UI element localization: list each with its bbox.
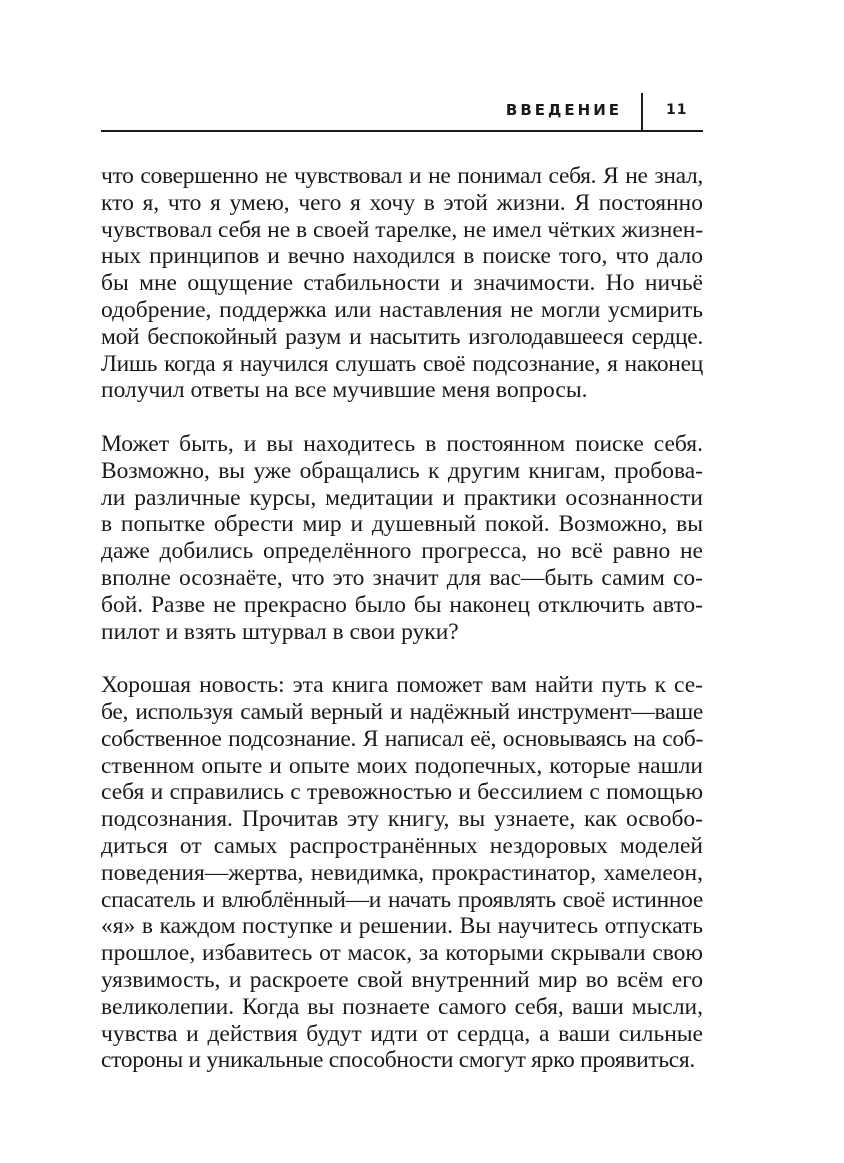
text-line: что совершенно не чувствовал и не понимал себя. Я не знал, — [101, 163, 703, 189]
text-line: уязвимость, и раскроете свой внутренний мир во всём его — [101, 966, 703, 993]
paragraph — [101, 431, 703, 645]
text-line: чувства и действия будут идти от сердца, а ваши сильные — [101, 1020, 703, 1047]
paragraph-gap — [101, 404, 703, 431]
text-line: в попытке обрести мир и душевный покой. Возможно, вы — [101, 511, 703, 538]
text-line: поведения—жертва, невидимка, прокрастинатор, хамелеон, — [101, 859, 703, 886]
text-line: себя и справились с тревожностью и бессилием с помощью — [101, 779, 703, 806]
paragraph — [101, 163, 703, 404]
text-line: получил ответы на все мучившие меня вопросы. — [101, 377, 588, 404]
text-line: Возможно, вы уже обращались к другим книгам, пробова- — [101, 457, 703, 484]
text-line: одобрение, поддержка или наставления не могли усмирить — [101, 296, 703, 323]
paragraph — [101, 672, 703, 1074]
text-line: вполне осознаёте, что это значит для вас—быть самим со- — [101, 564, 703, 591]
text-line: собственное подсознание. Я написал её, основываясь на соб- — [101, 725, 703, 752]
text-line: ственном опыте и опыте моих подопечных, которые нашли — [101, 752, 703, 779]
text-line: диться от самых распространённых нездоровых моделей — [101, 832, 703, 859]
head-divider — [641, 93, 643, 131]
text-line: кто я, что я умею, чего я хочу в этой жизни. Я постоянно — [101, 189, 703, 216]
text-line: спасатель и влюблённый—и начать проявлять своё истинное — [101, 886, 703, 913]
text-line: чувствовал себя не в своей тарелке, не имел чётких жизнен- — [101, 216, 704, 243]
text-line: ных принципов и вечно находился в поиске того, что дало — [101, 243, 703, 270]
running-head — [0, 0, 844, 140]
text-line: бе, используя самый верный и надёжный инструмент—ваше — [101, 698, 703, 725]
text-line: великолепии. Когда вы познаете самого себя, ваши мысли, — [101, 993, 703, 1020]
text-line: даже добились определённого прогресса, но всё равно не — [101, 538, 703, 565]
text-line: стороны и уникальные способности смогут ярко проявиться. — [101, 1047, 695, 1074]
text-line: мой беспокойный разум и насытить изголодавшееся сердце. — [101, 323, 703, 350]
text-line: бы мне ощущение стабильности и значимости. Но ничьё — [101, 270, 703, 297]
text-line: Может быть, и вы находитесь в постоянном поиске себя. — [101, 430, 703, 457]
text-line: Хорошая новость: эта книга поможет вам найти путь к се- — [101, 672, 703, 699]
head-rule — [101, 130, 703, 132]
text-line: Лишь когда я научился слушать своё подсознание, я наконец — [101, 350, 703, 377]
text-line: ли различные курсы, медитации и практики осознанности — [101, 484, 703, 511]
text-line: подсознания. Прочитав эту книгу, вы узнаете, как освобо- — [101, 806, 703, 833]
text-line: пилот и взять штурвал в свои руки? — [101, 618, 459, 645]
page-number: 11 — [666, 102, 688, 118]
text-line: «я» в каждом поступке и решении. Вы научитесь отпускать — [101, 913, 703, 940]
chapter-title: ВВЕДЕНИЕ — [505, 101, 622, 119]
text-line: бой. Разве не прекрасно было бы наконец отключить авто- — [101, 591, 703, 618]
text-line: прошлое, избавитесь от масок, за которыми скрывали свою — [101, 940, 703, 967]
body-text — [101, 163, 703, 1074]
paragraph-gap — [101, 645, 703, 672]
